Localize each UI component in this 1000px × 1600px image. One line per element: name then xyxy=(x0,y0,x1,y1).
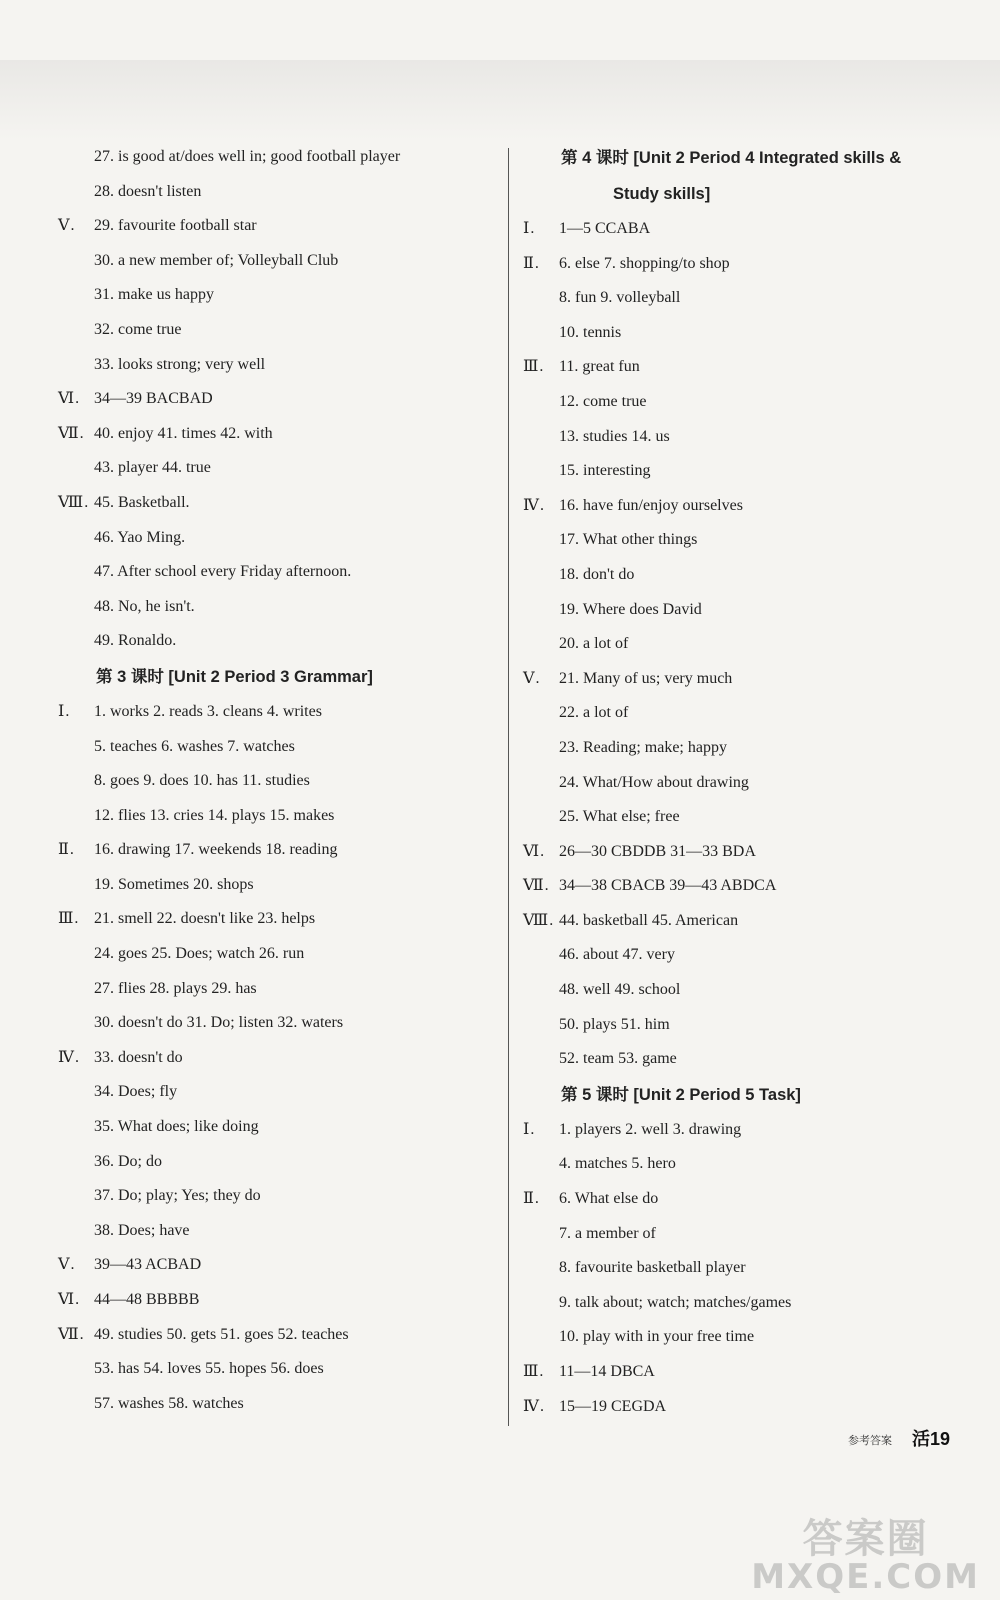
section-numeral: Ⅴ. xyxy=(58,1256,76,1274)
answer-line xyxy=(58,695,498,730)
answer-line xyxy=(523,1355,963,1390)
answer-text: 19. Where does David xyxy=(559,600,702,618)
answer-text: 8. favourite basketball player xyxy=(559,1259,746,1277)
answer-text: 44—48 BBBBB xyxy=(94,1291,200,1308)
answer-line xyxy=(58,1110,498,1145)
answer-text: 21. smell 22. doesn't like 23. helps xyxy=(94,910,316,928)
answer-line xyxy=(523,350,963,385)
answer-text: 15. interesting xyxy=(559,462,651,480)
answer-line xyxy=(58,1283,498,1318)
answer-text: 25. What else; free xyxy=(559,808,680,826)
section-numeral: Ⅳ. xyxy=(523,1397,545,1415)
section-numeral: Ⅴ. xyxy=(58,217,76,235)
answer-line xyxy=(523,1320,963,1355)
right-column xyxy=(523,140,963,1424)
answer-text: 16. drawing 17. weekends 18. reading xyxy=(94,841,338,859)
answer-line xyxy=(523,1217,963,1252)
answer-line xyxy=(58,451,498,486)
answer-text: 6. What else do xyxy=(559,1190,659,1208)
answer-line xyxy=(58,1006,498,1041)
answer-line xyxy=(523,212,963,247)
footer-label: 参考答案 xyxy=(848,1434,892,1447)
answer-line xyxy=(523,1008,963,1043)
section-numeral: Ⅷ. xyxy=(523,911,555,929)
answer-text: 33. looks strong; very well xyxy=(94,355,266,373)
answer-text: 18. don't do xyxy=(559,565,635,583)
answer-line xyxy=(523,1113,963,1148)
scan-shadow xyxy=(0,60,1000,140)
answer-text: 48. well 49. school xyxy=(559,981,681,999)
answer-line xyxy=(523,247,963,282)
answer-line xyxy=(523,696,963,731)
answer-text: 6. else 7. shopping/to shop xyxy=(559,254,730,272)
answer-text: 1. players 2. well 3. drawing xyxy=(559,1120,742,1138)
answer-text: 8. fun 9. volleyball xyxy=(559,289,681,307)
section-numeral: Ⅰ. xyxy=(58,702,71,720)
answer-line xyxy=(58,244,498,279)
section-numeral: Ⅶ. xyxy=(58,1325,85,1343)
answer-line xyxy=(523,1147,963,1182)
answer-text: 1. works 2. reads 3. cleans 4. writes xyxy=(94,702,322,720)
answer-line xyxy=(58,624,498,659)
answer-text: 12. come true xyxy=(559,392,647,410)
answer-line xyxy=(58,521,498,556)
section-numeral: Ⅳ. xyxy=(523,496,545,514)
answer-text: 21. Many of us; very much xyxy=(559,669,733,687)
answer-text: 34—38 CBACB 39—43 ABDCA xyxy=(559,877,777,895)
answer-text: 15—19 CEGDA xyxy=(559,1397,667,1415)
answer-line xyxy=(58,1179,498,1214)
section-heading-text: 第 3 课时 [Unit 2 Period 3 Grammar] xyxy=(96,667,373,686)
answer-line xyxy=(523,766,963,801)
answer-text: 20. a lot of xyxy=(559,635,629,653)
answer-text: 37. Do; play; Yes; they do xyxy=(94,1187,261,1205)
answer-line xyxy=(523,316,963,351)
answer-text: 22. a lot of xyxy=(559,704,629,722)
answer-text: 34—39 BACBAD xyxy=(94,390,213,408)
answer-text: 4. matches 5. hero xyxy=(559,1155,676,1173)
answer-line xyxy=(58,833,498,868)
answer-line xyxy=(523,1286,963,1321)
answer-line xyxy=(523,731,963,766)
answer-line xyxy=(58,555,498,590)
answer-text: 49. studies 50. gets 51. goes 52. teaches xyxy=(94,1325,349,1343)
answer-text: 7. a member of xyxy=(559,1224,656,1242)
answer-text: 13. studies 14. us xyxy=(559,427,670,445)
answer-line xyxy=(523,973,963,1008)
watermark-logo xyxy=(751,1516,980,1597)
answer-text: 26—30 CBDDB 31—33 BDA xyxy=(559,842,756,860)
answer-line xyxy=(523,281,963,316)
answer-text: 40. enjoy 41. times 42. with xyxy=(94,424,273,442)
section-numeral: Ⅰ. xyxy=(523,220,536,237)
answer-line xyxy=(58,1318,498,1353)
answer-text: 28. doesn't listen xyxy=(94,182,202,200)
answer-text: 11. great fun xyxy=(559,358,640,376)
answer-text: 46. Yao Ming. xyxy=(94,528,186,546)
answer-line xyxy=(523,835,963,870)
answer-line xyxy=(58,902,498,937)
answer-text: 50. plays 51. him xyxy=(559,1015,670,1033)
answer-line xyxy=(58,972,498,1007)
answer-line xyxy=(58,348,498,383)
answer-line xyxy=(523,1251,963,1286)
answer-text: 34. Does; fly xyxy=(94,1083,178,1101)
section-heading xyxy=(523,1077,963,1113)
section-heading xyxy=(58,659,498,695)
answer-text: 8. goes 9. does 10. has 11. studies xyxy=(94,772,310,790)
answer-line xyxy=(58,278,498,313)
answer-line xyxy=(58,209,498,244)
answer-text: 53. has 54. loves 55. hopes 56. does xyxy=(94,1360,324,1378)
answer-line xyxy=(58,175,498,210)
answer-text: 43. player 44. true xyxy=(94,459,211,477)
answer-line xyxy=(58,590,498,625)
answer-line xyxy=(58,1214,498,1249)
column-divider xyxy=(508,148,509,1426)
answer-text: 48. No, he isn't. xyxy=(94,597,195,615)
answer-text: 9. talk about; watch; matches/games xyxy=(559,1293,792,1311)
section-numeral: Ⅵ. xyxy=(58,390,81,408)
answer-text: 11—14 DBCA xyxy=(559,1363,655,1380)
section-numeral: Ⅲ. xyxy=(523,358,545,376)
section-numeral: Ⅱ. xyxy=(523,254,540,272)
answer-text: 49. Ronaldo. xyxy=(94,632,177,650)
answer-text: 24. goes 25. Does; watch 26. run xyxy=(94,945,305,963)
answer-text: 38. Does; have xyxy=(94,1221,190,1239)
answer-text: 47. After school every Friday afternoon. xyxy=(94,563,352,581)
answer-line xyxy=(523,454,963,489)
section-heading-text: 第 5 课时 [Unit 2 Period 5 Task] xyxy=(561,1085,801,1104)
answer-text: 31. make us happy xyxy=(94,286,214,304)
answer-line xyxy=(523,800,963,835)
section-heading-text: 第 4 课时 [Unit 2 Period 4 Integrated skills & xyxy=(561,149,902,167)
answer-line xyxy=(523,593,963,628)
answer-line xyxy=(58,1352,498,1387)
section-numeral: Ⅱ. xyxy=(58,841,75,859)
answer-text: 57. washes 58. watches xyxy=(94,1394,244,1412)
answer-text: 30. a new member of; Volleyball Club xyxy=(94,251,339,269)
answer-line xyxy=(58,417,498,452)
answer-line xyxy=(58,868,498,903)
answer-text: 12. flies 13. cries 14. plays 15. makes xyxy=(94,806,335,824)
answer-line xyxy=(523,869,963,904)
answer-line xyxy=(58,313,498,348)
answer-text: 27. flies 28. plays 29. has xyxy=(94,979,257,997)
watermark-line1: 答案圈 xyxy=(802,1516,929,1562)
answer-line xyxy=(523,523,963,558)
answer-text: 44. basketball 45. American xyxy=(559,911,739,929)
section-numeral: Ⅶ. xyxy=(58,424,85,442)
section-heading-text: Study skills] xyxy=(613,185,711,203)
section-heading xyxy=(523,176,963,212)
section-numeral: Ⅳ. xyxy=(58,1048,80,1066)
section-heading xyxy=(523,140,963,176)
answer-text: 35. What does; like doing xyxy=(94,1118,259,1136)
answer-line xyxy=(58,1248,498,1283)
section-numeral: Ⅱ. xyxy=(523,1190,540,1208)
answer-text: 39—43 ACBAD xyxy=(94,1256,202,1274)
answer-line xyxy=(58,1041,498,1076)
answer-line xyxy=(523,1042,963,1077)
answer-line xyxy=(58,799,498,834)
answer-line xyxy=(58,486,498,521)
section-numeral: Ⅵ. xyxy=(523,842,546,860)
answer-text: 5. teaches 6. washes 7. watches xyxy=(94,737,295,755)
answer-line xyxy=(58,730,498,765)
answer-text: 32. come true xyxy=(94,320,182,338)
answer-line xyxy=(523,489,963,524)
answer-line xyxy=(58,1387,498,1422)
answer-line xyxy=(58,937,498,972)
answer-line xyxy=(523,662,963,697)
answer-line xyxy=(58,764,498,799)
answer-text: 33. doesn't do xyxy=(94,1048,183,1066)
answer-line xyxy=(523,558,963,593)
section-numeral: Ⅲ. xyxy=(523,1363,545,1380)
answer-line xyxy=(523,420,963,455)
answer-line xyxy=(523,627,963,662)
answer-text: 23. Reading; make; happy xyxy=(559,738,727,756)
section-numeral: Ⅷ. xyxy=(58,493,90,511)
answer-text: 1—5 CCABA xyxy=(559,220,651,237)
page-number: 活19 xyxy=(912,1429,951,1449)
section-numeral: Ⅰ. xyxy=(523,1120,536,1138)
answer-text: 27. is good at/does well in; good football player xyxy=(94,148,401,165)
answer-text: 10. play with in your free time xyxy=(559,1328,755,1346)
answer-text: 30. doesn't do 31. Do; listen 32. waters xyxy=(94,1014,344,1032)
watermark-line2: MXQE.COM xyxy=(751,1557,980,1597)
answer-line xyxy=(58,382,498,417)
answer-text: 24. What/How about drawing xyxy=(559,773,749,791)
answer-line xyxy=(523,385,963,420)
answer-text: 52. team 53. game xyxy=(559,1050,677,1068)
answer-text: 36. Do; do xyxy=(94,1152,162,1170)
answer-text: 16. have fun/enjoy ourselves xyxy=(559,496,743,514)
answer-line xyxy=(523,904,963,939)
answer-line xyxy=(58,1145,498,1180)
section-numeral: Ⅶ. xyxy=(523,877,550,895)
answer-text: 10. tennis xyxy=(559,323,622,341)
answer-line xyxy=(523,1182,963,1217)
answer-line xyxy=(523,1390,963,1425)
answer-line xyxy=(58,140,498,175)
section-numeral: Ⅴ. xyxy=(523,669,541,687)
section-numeral: Ⅵ. xyxy=(58,1291,81,1308)
answer-text: 29. favourite football star xyxy=(94,217,257,235)
section-numeral: Ⅲ. xyxy=(58,910,80,928)
answer-line xyxy=(58,1075,498,1110)
answer-text: 45. Basketball. xyxy=(94,493,190,511)
answer-line xyxy=(523,938,963,973)
answer-text: 19. Sometimes 20. shops xyxy=(94,875,254,893)
answer-text: 46. about 47. very xyxy=(559,946,675,964)
left-column xyxy=(58,140,498,1421)
answer-text: 17. What other things xyxy=(559,531,698,549)
